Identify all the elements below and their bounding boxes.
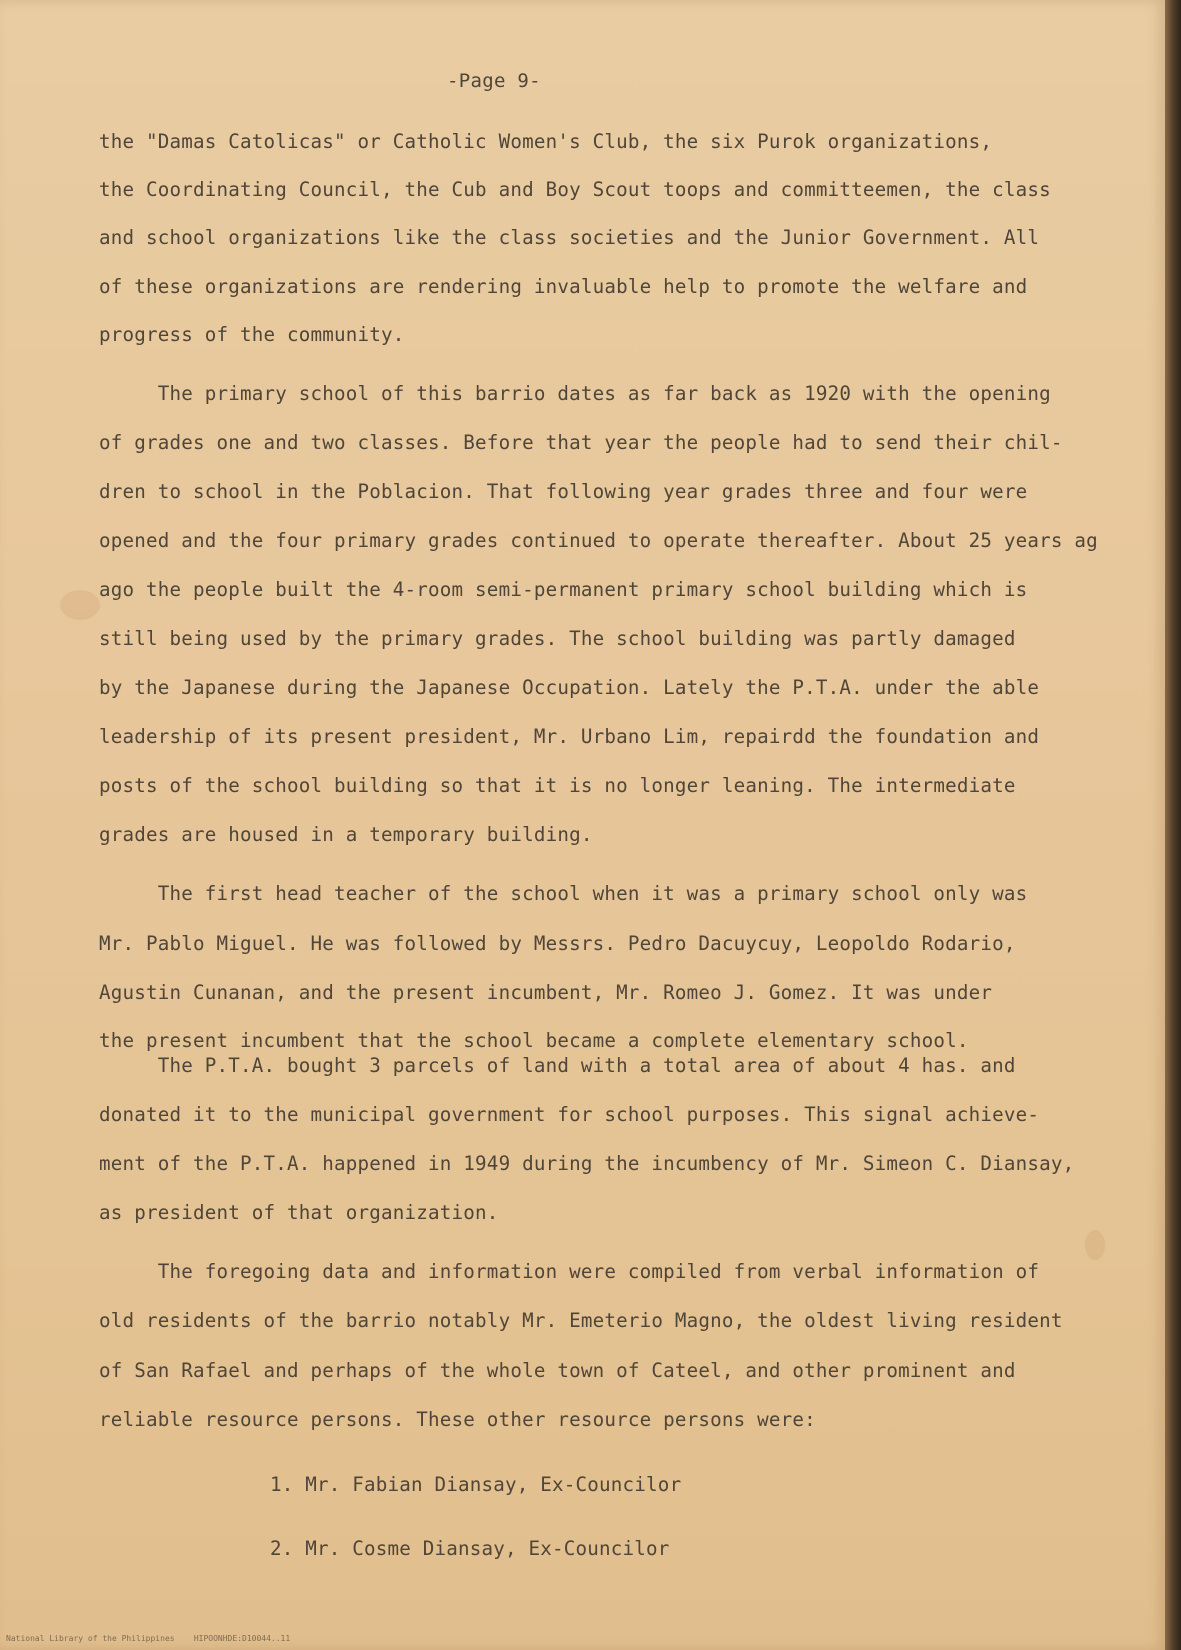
text-line: the Coordinating Council, the Cub and Boy Scout toops and committeemen, the class [99,178,1051,201]
text-line: grades are housed in a temporary building. [99,823,593,846]
text-line: the present incumbent that the school became a complete elementary school. [99,1029,969,1052]
page-number: -Page 9- [447,70,541,92]
text-line: Mr. Pablo Miguel. He was followed by Messrs. Pedro Dacuycuy, Leopoldo Rodario, [99,932,1016,955]
list-item: 1. Mr. Fabian Diansay, Ex-Councilor [270,1473,682,1496]
text-line: Agustin Cunanan, and the present incumbent, Mr. Romeo J. Gomez. It was under [99,981,993,1004]
paper-stain [1085,1230,1105,1260]
text-line: reliable resource persons. These other resource persons were: [99,1408,816,1431]
text-line: dren to school in the Poblacion. That following year grades three and four were [99,480,1028,503]
text-line: opened and the four primary grades continued to operate thereafter. About 25 years ag [99,529,1098,552]
text-line: and school organizations like the class societies and the Junior Government. All [99,226,1040,249]
text-line: The first head teacher of the school when it was a primary school only was [99,882,1028,905]
text-line: donated it to the municipal government for school purposes. This signal achieve- [99,1103,1040,1126]
text-line: The P.T.A. bought 3 parcels of land with a total area of about 4 has. and [99,1054,1016,1077]
archive-footer: National Library of the Philippines HIPOONHDE:D10044..11 [6,1634,291,1643]
text-line: by the Japanese during the Japanese Occupation. Lately the P.T.A. under the able [99,676,1040,699]
text-line: ago the people built the 4-room semi-permanent primary school building which is [99,578,1028,601]
text-line: progress of the community. [99,323,405,346]
text-line: posts of the school building so that it is no longer leaning. The intermediate [99,774,1016,797]
paper-stain [60,590,100,620]
text-line: ment of the P.T.A. happened in 1949 during the incumbency of Mr. Simeon C. Diansay, [99,1152,1075,1175]
text-line: The foregoing data and information were compiled from verbal information of [99,1260,1040,1283]
text-line: of San Rafael and perhaps of the whole town of Cateel, and other prominent and [99,1359,1016,1382]
binding-edge [1165,0,1181,1650]
text-line: the "Damas Catolicas" or Catholic Women's Club, the six Purok organizations, [99,130,993,153]
text-line: of grades one and two classes. Before that year the people had to send their chil- [99,431,1063,454]
text-line: of these organizations are rendering invaluable help to promote the welfare and [99,275,1028,298]
text-line: The primary school of this barrio dates as far back as 1920 with the opening [99,382,1051,405]
text-line: as president of that organization. [99,1201,499,1224]
text-line: still being used by the primary grades. The school building was partly damaged [99,627,1016,650]
text-line: leadership of its present president, Mr. Urbano Lim, repairdd the foundation and [99,725,1040,748]
list-item: 2. Mr. Cosme Diansay, Ex-Councilor [270,1537,670,1560]
text-line: old residents of the barrio notably Mr. Emeterio Magno, the oldest living resident [99,1309,1063,1332]
